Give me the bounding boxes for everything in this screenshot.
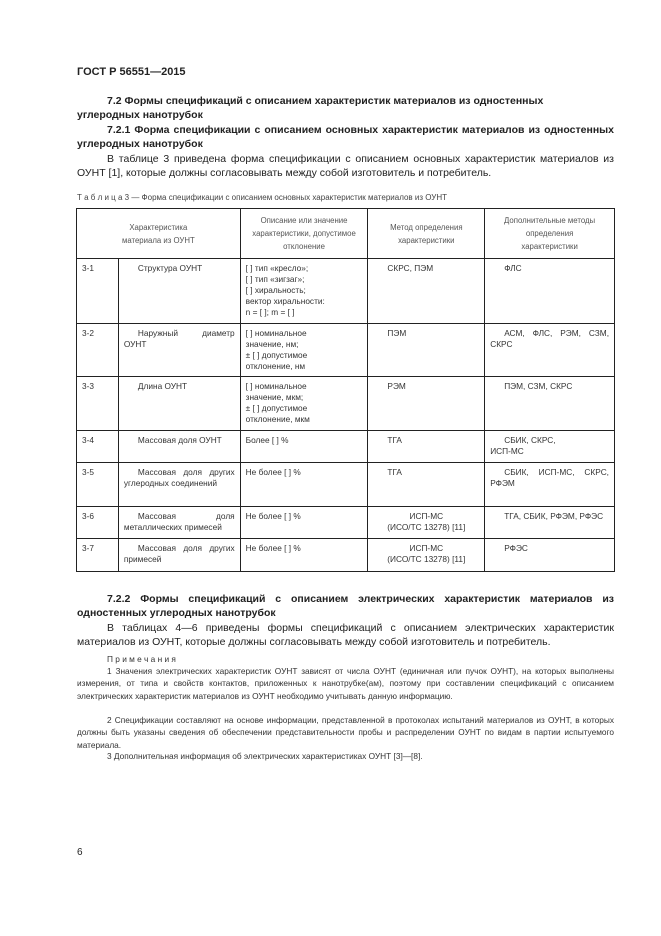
table-row [77, 507, 615, 539]
row-id: 3-3 [77, 377, 119, 431]
row-id: 3-2 [77, 324, 119, 377]
paragraph-1: В таблице 3 приведена форма спецификации с описанием основных характеристик материалов из ОУНТ [1], которые должны согласовывать между собой изготовитель и потребитель. [77, 153, 614, 179]
notes-title: П р и м е ч а н и я [107, 654, 176, 664]
row-method: ИСП-МС (ИСО/ТС 13278) [11] [368, 507, 485, 539]
row-extra-methods: РФЭС [485, 539, 615, 572]
row-id: 3-7 [77, 539, 119, 572]
row-method: ТГА [368, 431, 485, 463]
table-row [77, 539, 615, 572]
row-description: Не более [ ] % [240, 539, 368, 572]
document-header: ГОСТ Р 56551—2015 [77, 66, 186, 78]
row-extra-methods: СБИК, СКРС, ИСП-МС [485, 431, 615, 463]
section-7-2-2-heading: 7.2.2 Формы спецификаций с описанием электрических характеристик материалов из одностенных углеродных нанотрубок [77, 593, 614, 619]
row-method: ПЭМ [368, 324, 485, 377]
col-header-extra-methods: Дополнительные методы определения характеристики [485, 209, 615, 259]
row-extra-methods: СБИК, ИСП-МС, СКРС, РФЭМ [485, 463, 615, 507]
row-characteristic: Длина ОУНТ [118, 377, 240, 431]
note-3: 3 Дополнительная информация об электрических характеристиках ОУНТ [3]—[8]. [107, 751, 423, 761]
col-header-method: Метод определения характеристики [368, 209, 485, 259]
col-header-description: Описание или значение характеристики, допустимое отклонение [240, 209, 368, 259]
row-description: [ ] номинальное значение, нм; ± [ ] допустимое отклонение, нм [240, 324, 368, 377]
table-caption: Т а б л и ц а 3 — Форма спецификации с описанием основных характеристик материалов из ОУНТ [77, 193, 448, 202]
row-characteristic: Наружный диаметр ОУНТ [118, 324, 240, 377]
table-row [77, 377, 615, 431]
row-extra-methods: ТГА, СБИК, РФЭМ, РФЭС [485, 507, 615, 539]
row-description: [ ] тип «кресло»; [ ] тип «зигзаг»; [ ] хиральность; вектор хиральности: n = [ ]; m = [ ] [240, 259, 368, 324]
row-id: 3-6 [77, 507, 119, 539]
row-characteristic: Структура ОУНТ [118, 259, 240, 324]
table-row [77, 259, 615, 324]
row-description: Не более [ ] % [240, 463, 368, 507]
row-method: ИСП-МС (ИСО/ТС 13278) [11] [368, 539, 485, 572]
row-characteristic: Массовая доля ОУНТ [118, 431, 240, 463]
row-characteristic: Массовая доля других углеродных соединений [118, 463, 240, 507]
row-extra-methods: ПЭМ, СЗМ, СКРС [485, 377, 615, 431]
row-method: СКРС, ПЭМ [368, 259, 485, 324]
col-header-characteristic: Характеристика материала из ОУНТ [77, 209, 241, 259]
row-extra-methods: ФЛС [485, 259, 615, 324]
row-method: ТГА [368, 463, 485, 507]
row-characteristic: Массовая доля металлических примесей [118, 507, 240, 539]
table-header-row [77, 209, 615, 259]
row-description: Более [ ] % [240, 431, 368, 463]
row-description: Не более [ ] % [240, 507, 368, 539]
table-row [77, 463, 615, 507]
section-7-2-1-heading: 7.2.1 Форма спецификации с описанием основных характеристик материалов из одностенных углеродных нанотрубок [77, 124, 614, 150]
row-characteristic: Массовая доля других примесей [118, 539, 240, 572]
paragraph-2: В таблицах 4—6 приведены формы спецификаций с описанием электрических характеристик материалов из ОУНТ, которые должны согласовывать между собой изготовитель и потребитель. [77, 622, 614, 648]
row-description: [ ] номинальное значение, мкм; ± [ ] допустимое отклонение, мкм [240, 377, 368, 431]
table-row [77, 431, 615, 463]
page-number: 6 [77, 847, 83, 858]
row-id: 3-4 [77, 431, 119, 463]
row-extra-methods: АСМ, ФЛС, РЭМ, СЗМ, СКРС [485, 324, 615, 377]
section-7-2-heading: 7.2 Формы спецификаций с описанием характеристик материалов из одностенных углеродных нанотрубок [77, 95, 544, 121]
note-2: 2 Спецификации составляют на основе информации, представленной в протоколах испытаний материалов из ОУНТ, в которых должны быть указаны сведения об обеспечении представительности пробы и распределении ОУНТ по видам в партии испытуемого материала. [77, 715, 614, 750]
note-1: 1 Значения электрических характеристик ОУНТ зависят от числа ОУНТ (единичная или пучок ОУНТ), на которых выполнены измерения, от типа и свойств контактов, приложенных к нанотрубке(ам), поэтому при составлении спецификаций с описанием электрических характеристик материалов из ОУНТ необходимо учитывать данную информацию. [77, 666, 614, 701]
row-id: 3-1 [77, 259, 119, 324]
row-id: 3-5 [77, 463, 119, 507]
table-row [77, 324, 615, 377]
row-method: РЭМ [368, 377, 485, 431]
spec-table [76, 208, 615, 572]
